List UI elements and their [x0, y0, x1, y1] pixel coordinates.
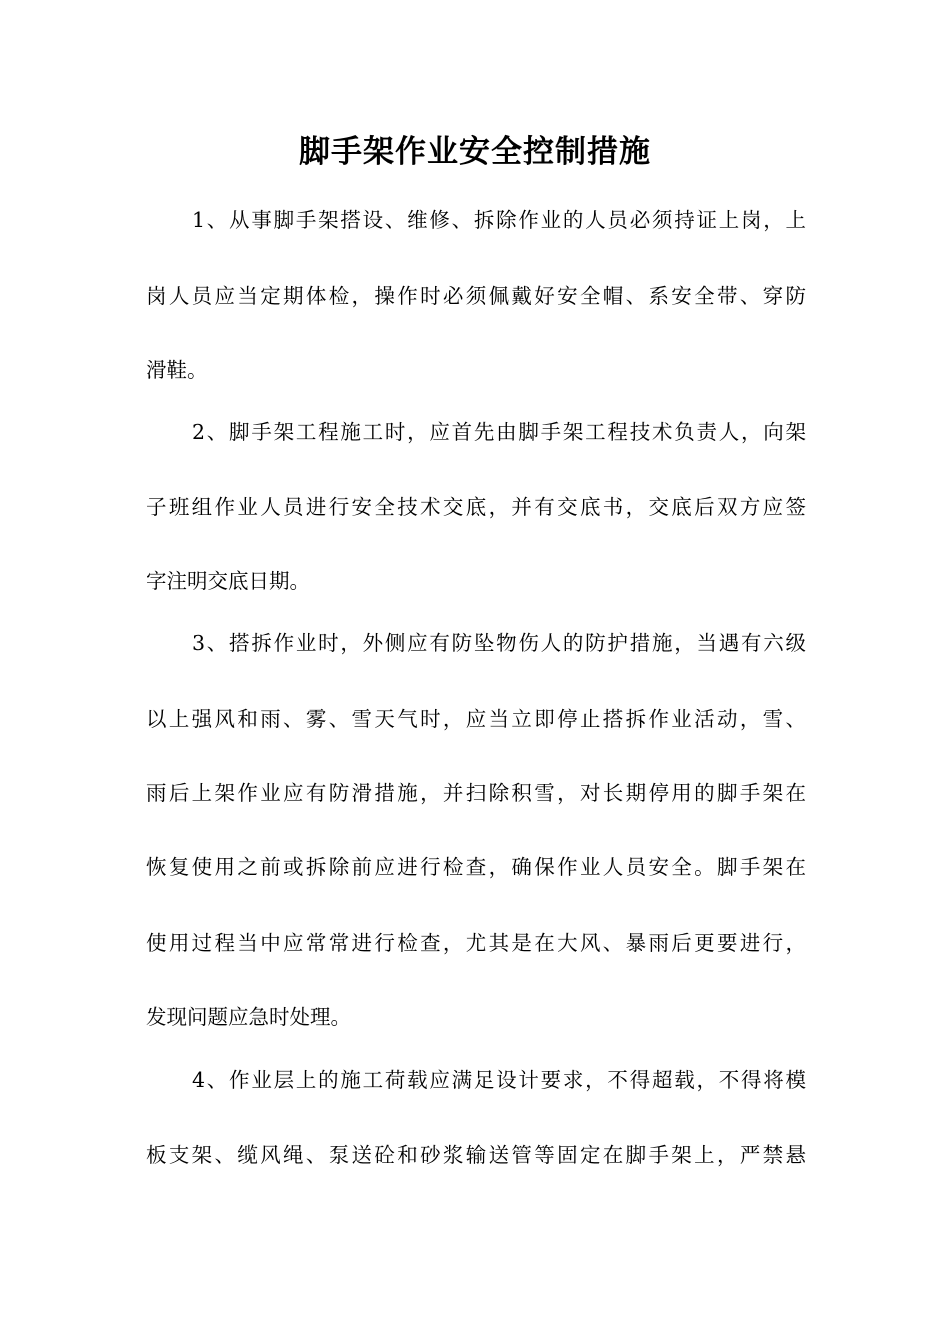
- document-title: 脚手架作业安全控制措施: [299, 134, 651, 170]
- paragraph-3-line-2: 以上强风和雨、雾、雪天气时，应当立即停止搭拆作业活动，雪、: [146, 707, 806, 731]
- paragraph-3-line-4: 恢复使用之前或拆除前应进行检查，确保作业人员安全。脚手架在: [146, 855, 806, 879]
- paragraph-2-line-2: 子班组作业人员进行安全技术交底，并有交底书，交底后双方应签: [146, 495, 806, 519]
- paragraph-2-line-1: 2、脚手架工程施工时，应首先由脚手架工程技术负责人，向架: [192, 420, 806, 444]
- paragraph-1-line-3: 滑鞋。: [146, 358, 208, 382]
- paragraph-1-line-1: 1、从事脚手架搭设、维修、拆除作业的人员必须持证上岗，上: [192, 208, 806, 232]
- paragraph-3-line-5: 使用过程当中应常常进行检查，尤其是在大风、暴雨后更要进行，: [146, 931, 806, 955]
- paragraph-2-line-3: 字注明交底日期。: [146, 569, 310, 593]
- paragraph-3-line-1: 3、搭拆作业时，外侧应有防坠物伤人的防护措施，当遇有六级: [192, 631, 806, 655]
- paragraph-4-line-1: 4、作业层上的施工荷载应满足设计要求，不得超载，不得将模: [192, 1068, 806, 1092]
- paragraph-3-line-3: 雨后上架作业应有防滑措施，并扫除积雪，对长期停用的脚手架在: [146, 781, 806, 805]
- paragraph-3-line-6: 发现问题应急时处理。: [146, 1005, 351, 1029]
- paragraph-1-line-2: 岗人员应当定期体检，操作时必须佩戴好安全帽、系安全带、穿防: [146, 284, 806, 308]
- paragraph-4-line-2: 板支架、缆风绳、泵送砼和砂浆输送管等固定在脚手架上，严禁悬: [146, 1143, 806, 1167]
